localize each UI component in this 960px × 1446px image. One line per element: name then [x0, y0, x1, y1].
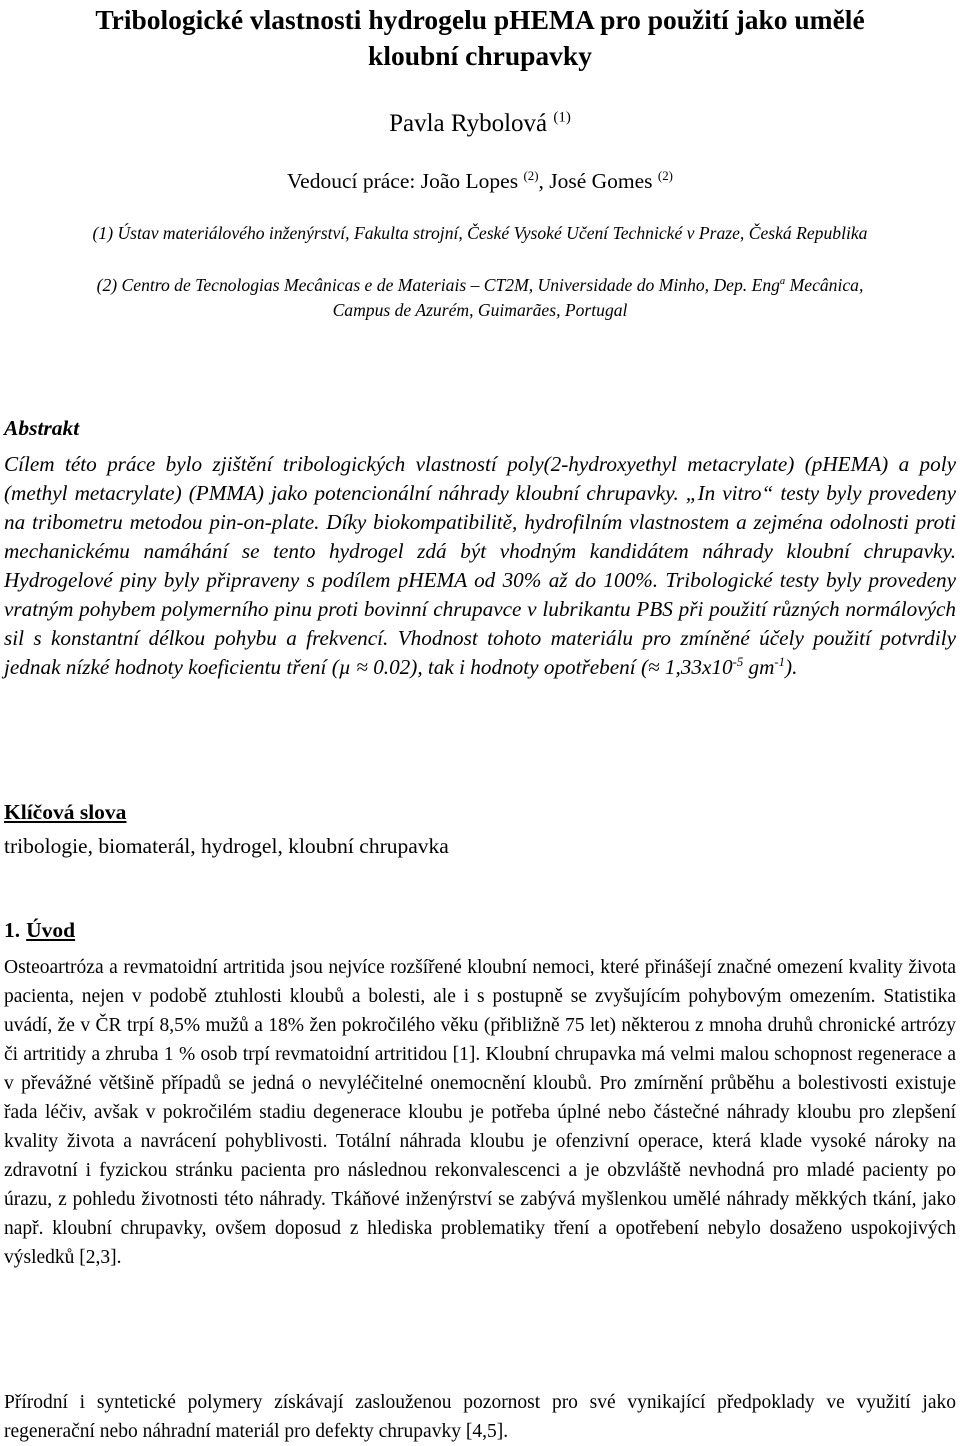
supervisors-middle: , José Gomes	[538, 169, 653, 193]
abstract-heading: Abstrakt	[4, 416, 80, 440]
supervisors-line	[0, 166, 960, 196]
intro-paragraph-2: Přírodní i syntetické polymery získávají zaslouženou pozornost pro své vynikající předpoklady ve využití jako regenerační nebo náhradní materiál pro defekty chrupavky [4,5].	[4, 1392, 956, 1442]
affiliation-1: (1) Ústav materiálového inženýrství, Fakulta strojní, České Vysoké Učení Technické v Praze, Česká Republika	[92, 223, 868, 243]
affiliation-2-text-b: Mecânica,	[785, 275, 864, 295]
intro-paragraph-1: Osteoartróza a revmatoidní artritida jsou nejvíce rozšířené kloubní nemoci, které přinášejí značné omezení kvality života pacienta, nejen v podobě ztuhlosti kloubů a bolesti, ale i s postupně se zvyšujícím pohybovým omezením. Statistika uvádí, že v ČR trpí 8,5% mužů a 18% žen pokročilého věku (přibližně 75 let) některou z mnoha druhů chronické artrózy či artritidy a zhruba 1 % osob trpí revmatoidní artritidou [1]. Kloubní chrupavka má velmi malou schopnost regenerace a v převážné většině případů se jedná o nevyléčitelné onemocnění kloubů. Pro zmírnění průběhu a bolestivosti existuje řada léčiv, avšak v pokročilém stadiu degenerace kloubu je potřeba úplné nebo částečné náhrady kloubu pro zlepšení kvality života a navrácení pohyblivosti. Totální náhrada kloubu je ofenzivní operace, která klade vysoké nároky na zdravotní i fyzickou stránku pacienta pro následnou rekonvalescenci a je obzvláště nevhodná pro mladé pacienty po úrazu, z pohledu životnosti této náhrady. Tkáňové inženýrství se zabývá myšlenkou umělé náhrady měkkých tkání, jako např. kloubní chrupavky, ovšem doposud z hlediska problematiky tření a opotřebení nebylo dosaženo uspokojivých výsledků [2,3].	[4, 957, 956, 1268]
author-name: Pavla Rybolová	[389, 110, 548, 137]
abstract-exponent-2: -1	[774, 654, 786, 669]
abstract-unit: gm	[743, 655, 775, 679]
paper-title	[0, 2, 960, 74]
abstract-exponent-1: -5	[732, 654, 744, 669]
intro-heading	[4, 916, 75, 944]
supervisor-2-mark: (2)	[657, 168, 673, 183]
abstract-main: Cílem této práce bylo zjištění tribologických vlastností poly(2-hydroxyethyl metacrylate) (pHEMA) a poly (methyl metacrylate) (PMMA) jako potencionální náhrady kloubní chrupavky. „In vitro“ testy byly provedeny na tribometru metodou pin-on-plate. Díky biokompatibilitě, hydrofilním vlastnostem a zejména odolnosti proti mechanickému namáhání se tento hydrogel zdá být vhodným kandidátem náhrady kloubní chrupavky. Hydrogelové piny byly připraveny s podílem pHEMA od 30% až do 100%. Tribologické testy byly provedeny vratným pohybem polymerního pinu proti bovinní chrupavce v lubrikantu PBS při použití různých normálových sil s konstantní délkou pohybu a frekvencí. Vhodnost tohoto materiálu pro zmíněné účely použití potvrdily jednak nízké hodnoty koeficientu tření (µ ≈ 0.02), tak i hodnoty opotřebení (≈ 1,33x10	[4, 452, 956, 679]
affiliation-2-superscript: a	[779, 276, 786, 288]
title-line-2: kloubní chrupavky	[368, 40, 592, 71]
affiliation-2-text-a: (2) Centro de Tecnologias Mecânicas e de Materiais – CT2M, Universidade do Minho, Dep. Eng	[96, 275, 780, 295]
supervisor-1-mark: (2)	[523, 168, 539, 183]
title-line-1: Tribologické vlastnosti hydrogelu pHEMA pro použití jako umělé	[95, 4, 865, 35]
affiliation-2-line-2: Campus de Azurém, Guimarães, Portugal	[332, 300, 628, 320]
abstract-text	[4, 450, 956, 682]
author-affiliation-mark: (1)	[553, 109, 571, 126]
keywords-text: tribologie, biomaterál, hydrogel, kloubní chrupavka	[4, 834, 449, 858]
intro-title: Úvod	[26, 918, 76, 942]
affiliation-2-line-1	[0, 271, 960, 299]
abstract-end: ).	[785, 655, 798, 679]
keywords-heading: Klíčová slova	[4, 800, 127, 824]
supervisors-prefix: Vedoucí práce: João Lopes	[287, 169, 519, 193]
author-line	[0, 108, 960, 140]
intro-number: 1.	[4, 918, 21, 942]
